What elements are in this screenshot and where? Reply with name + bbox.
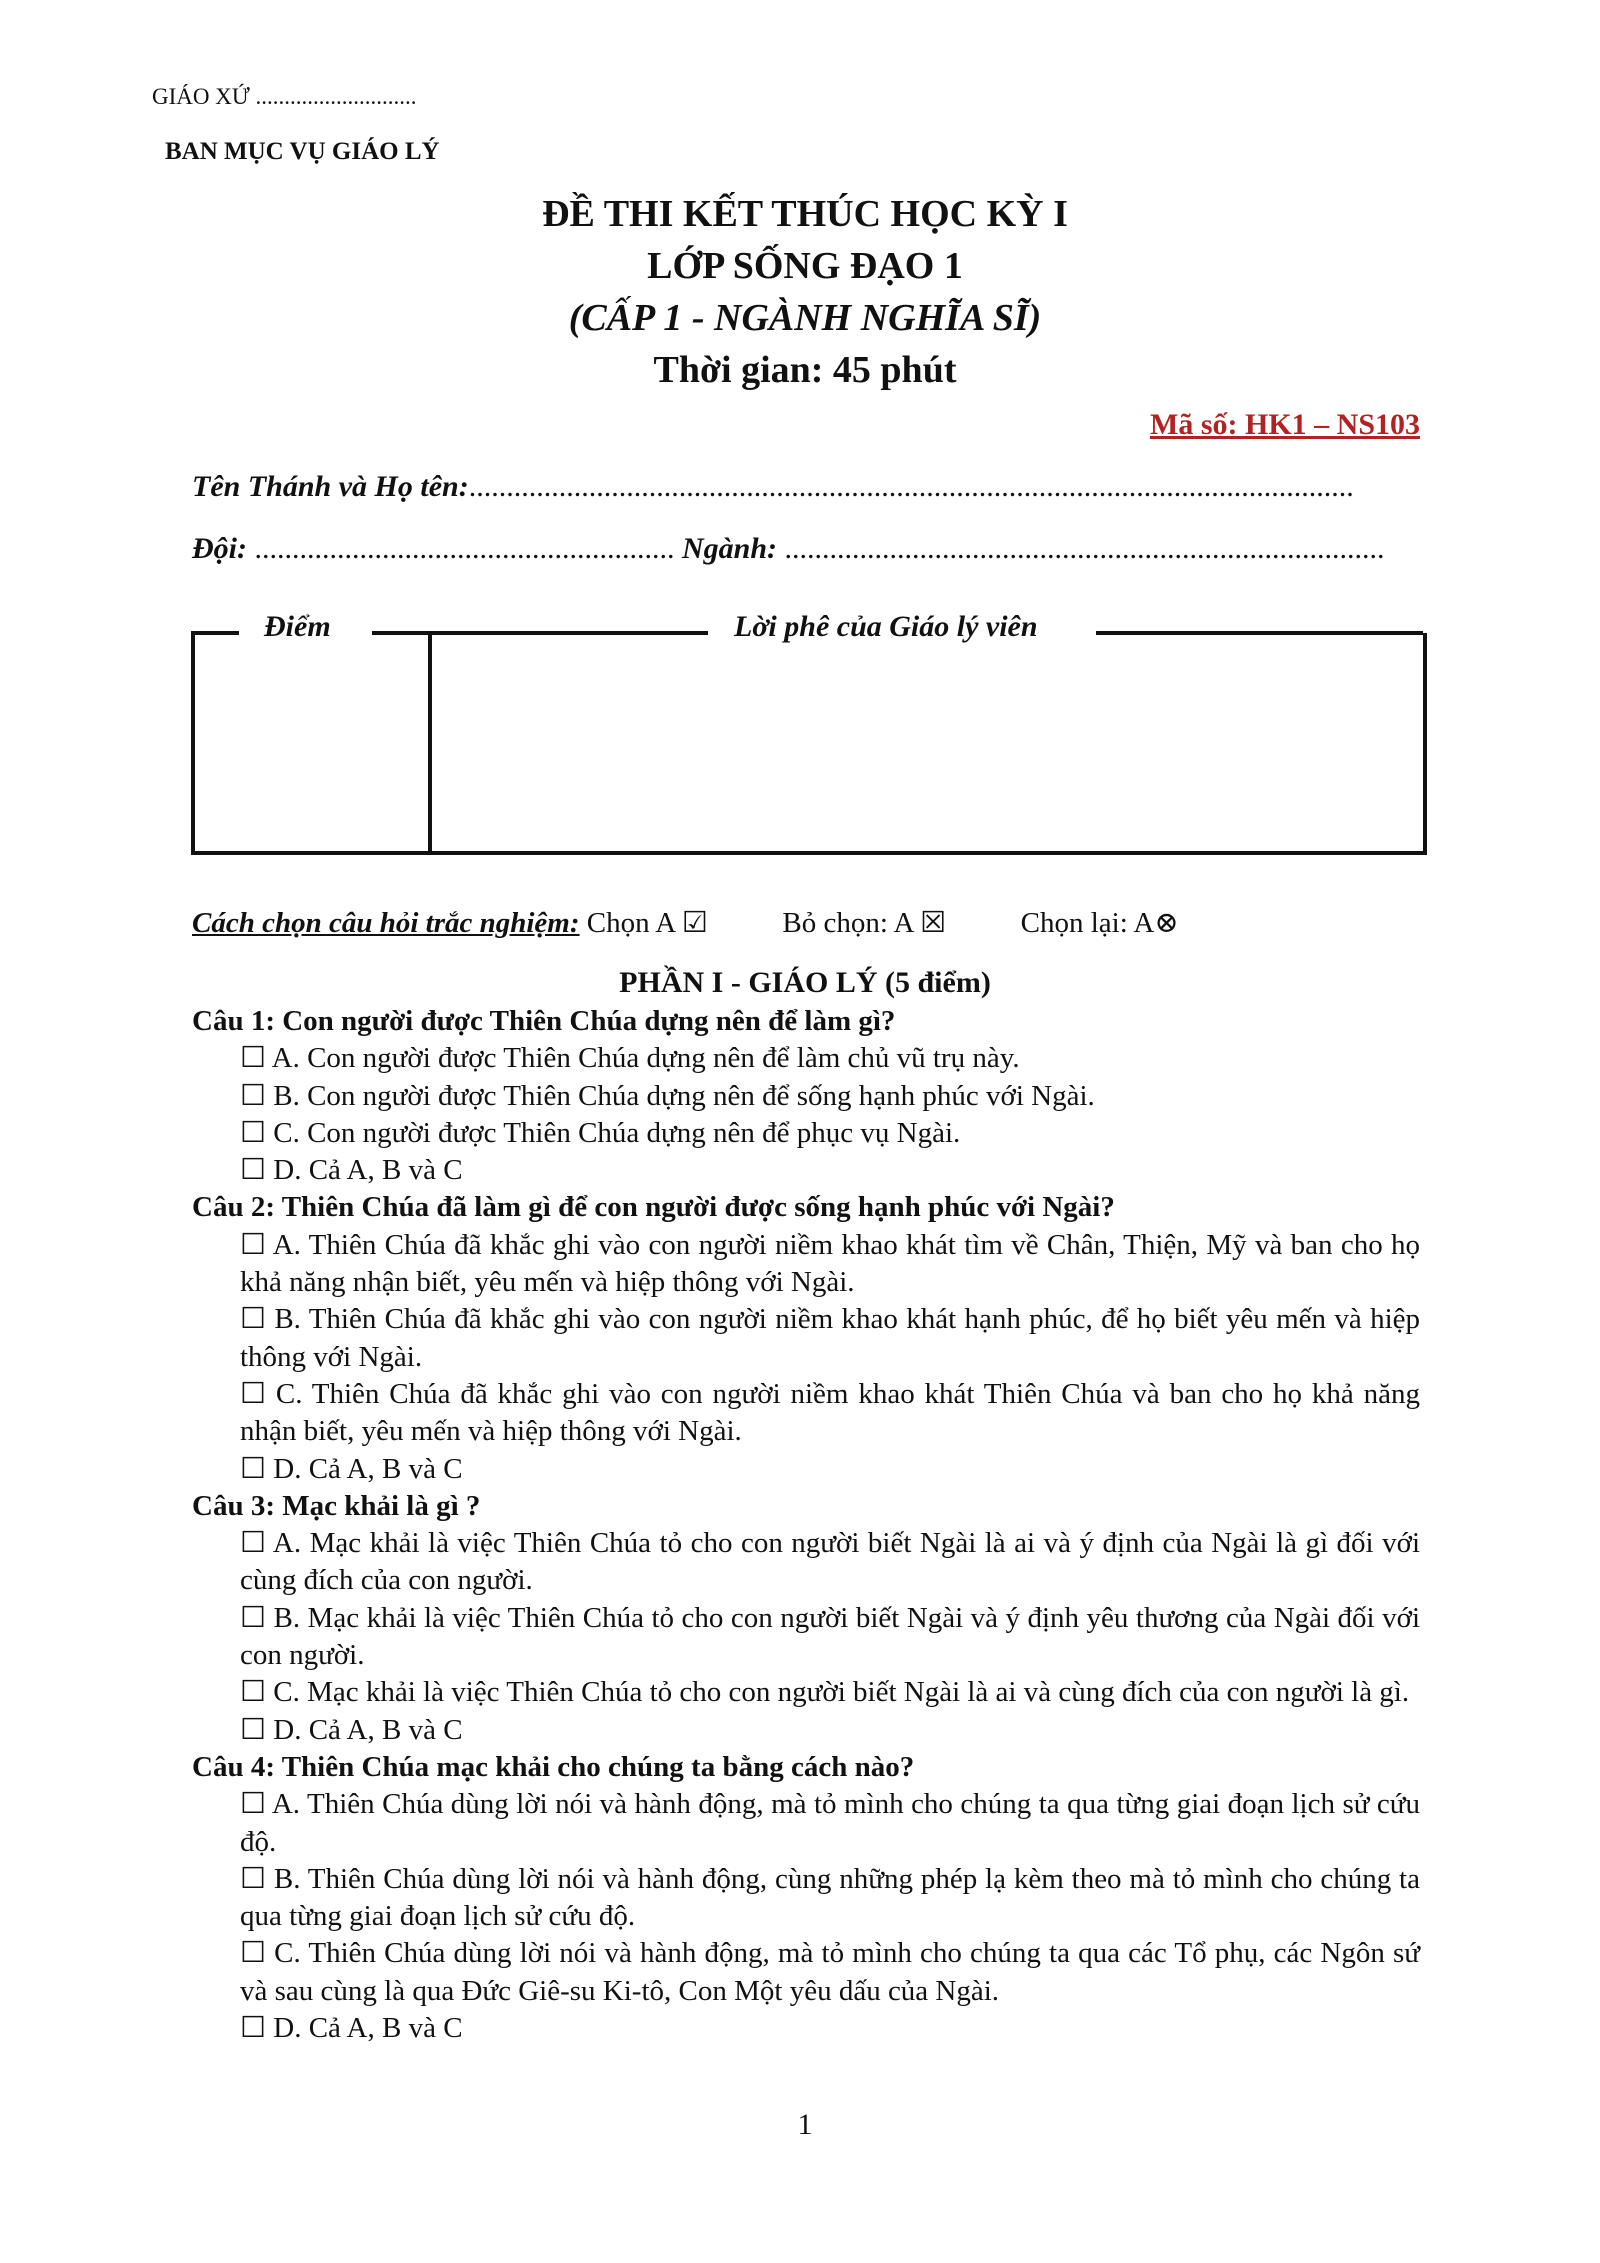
level-name: (CẤP 1 - NGÀNH NGHĨA SĨ) (568, 297, 1042, 339)
answer-option[interactable]: ☐ B. Con người được Thiên Chúa dựng nên để sống hạnh phúc với Ngài. (240, 1079, 1095, 1112)
instruction-deselect: Bỏ chọn: A ☒ (782, 907, 947, 939)
class-name: LỚP SỐNG ĐẠO 1 (647, 245, 963, 287)
answer-option[interactable]: ☐ C. Thiên Chúa đã khắc ghi vào con người niềm khao khát Thiên Chúa và ban cho họ khả năng nhận biết, yêu mến và hiệp thông với Ngài. (240, 1377, 1420, 1448)
student-name-label: Tên Thánh và Họ tên: (192, 470, 469, 503)
instruction-reselect: Chọn lại: A⊗ (1020, 907, 1179, 939)
grade-box-divider (428, 633, 432, 855)
student-name-field[interactable] (192, 470, 1354, 504)
question-block (192, 1189, 1420, 1487)
answer-option[interactable]: ☐ C. Con người được Thiên Chúa dựng nên để phục vụ Ngài. (240, 1116, 961, 1149)
question-text: Câu 3: Mạc khải là gì ? (192, 1489, 481, 1522)
student-name-blank: ...................................................................................................................... (468, 470, 1354, 503)
answer-option[interactable]: ☐ A. Con người được Thiên Chúa dựng nên để làm chủ vũ trụ này. (240, 1042, 1020, 1075)
parish-line: GIÁO XỨ ............................ (152, 84, 417, 109)
answer-option[interactable]: ☐ D. Cả A, B và C (240, 2012, 463, 2045)
question-block (192, 1003, 1420, 1189)
question-text: Câu 4: Thiên Chúa mạc khải cho chúng ta bằng cách nào? (192, 1750, 915, 1783)
answer-option[interactable]: ☐ C. Mạc khải là việc Thiên Chúa tỏ cho con người biết Ngài là ai và cùng đích của con người là gì. (240, 1676, 1410, 1709)
answer-option[interactable]: ☐ B. Mạc khải là việc Thiên Chúa tỏ cho con người biết Ngài và ý định yêu thương của Ngài đối với con người. (240, 1601, 1420, 1672)
grade-box-top-right (1096, 631, 1423, 635)
page-number: 1 (797, 2108, 813, 2141)
exam-title: ĐỀ THI KẾT THÚC HỌC KỲ I (542, 193, 1068, 235)
catechism-board: BAN MỤC VỤ GIÁO LÝ (165, 138, 440, 165)
question-text: Câu 1: Con người được Thiên Chúa dựng nên để làm gì? (192, 1005, 896, 1037)
answer-option[interactable]: ☐ A. Mạc khải là việc Thiên Chúa tỏ cho con người biết Ngài là ai và ý định của Ngài là gì đối với cùng đích của con người. (240, 1527, 1420, 1597)
branch-blank: ................................................................................ (777, 532, 1385, 565)
grade-box (191, 633, 1427, 855)
answer-instructions (192, 905, 1179, 940)
grade-box-top-middle (372, 631, 708, 635)
comment-label: Lời phê của Giáo lý viên (730, 610, 1042, 644)
question-block (192, 1749, 1420, 2047)
answer-option[interactable]: ☐ D. Cả A, B và C (240, 1154, 463, 1187)
answer-option[interactable]: ☐ C. Thiên Chúa dùng lời nói và hành động, mà tỏ mình cho chúng ta qua các Tổ phụ, các Ngôn sứ và sau cùng là qua Đức Giê-su Ki-tô, Con Một yêu dấu của Ngài. (240, 1937, 1420, 2007)
question-text: Câu 2: Thiên Chúa đã làm gì để con người được sống hạnh phúc với Ngài? (192, 1191, 1115, 1224)
grade-box-top-left (191, 631, 239, 635)
answer-option[interactable]: ☐ A. Thiên Chúa đã khắc ghi vào con người niềm khao khát tìm về Chân, Thiện, Mỹ và ban cho họ khả năng nhận biết, yêu mến và hiệp thông với Ngài. (240, 1228, 1420, 1299)
answer-option[interactable]: ☐ A. Thiên Chúa dùng lời nói và hành động, mà tỏ mình cho chúng ta qua từng giai đoạn lịch sử cứu độ. (240, 1788, 1420, 1858)
answer-option[interactable]: ☐ B. Thiên Chúa đã khắc ghi vào con người niềm khao khát hạnh phúc, để họ biết yêu mến và hiệp thông với Ngài. (240, 1303, 1420, 1373)
branch-label: Ngành: (682, 532, 778, 565)
answer-option[interactable]: ☐ D. Cả A, B và C (240, 1452, 463, 1485)
instruction-select: Chọn A ☑ (586, 907, 708, 939)
instructions-label: Cách chọn câu hỏi trắc nghiệm: (192, 907, 580, 939)
question-block (192, 1488, 1420, 1749)
team-branch-field[interactable] (192, 532, 1385, 566)
answer-option[interactable]: ☐ B. Thiên Chúa dùng lời nói và hành động, cùng những phép lạ kèm theo mà tỏ mình cho chúng ta qua từng giai đoạn lịch sử cứu độ. (240, 1862, 1420, 1933)
score-label: Điểm (260, 610, 335, 644)
section-title: PHẦN I - GIÁO LÝ (5 điểm) (619, 966, 991, 999)
team-blank: ........................................................ (254, 532, 682, 565)
team-label: Đội: (192, 532, 247, 565)
answer-option[interactable]: ☐ D. Cả A, B và C (240, 1713, 463, 1746)
exam-duration: Thời gian: 45 phút (653, 349, 957, 391)
exam-code: Mã số: HK1 – NS103 (1150, 408, 1420, 441)
question-list (192, 1003, 1420, 2047)
